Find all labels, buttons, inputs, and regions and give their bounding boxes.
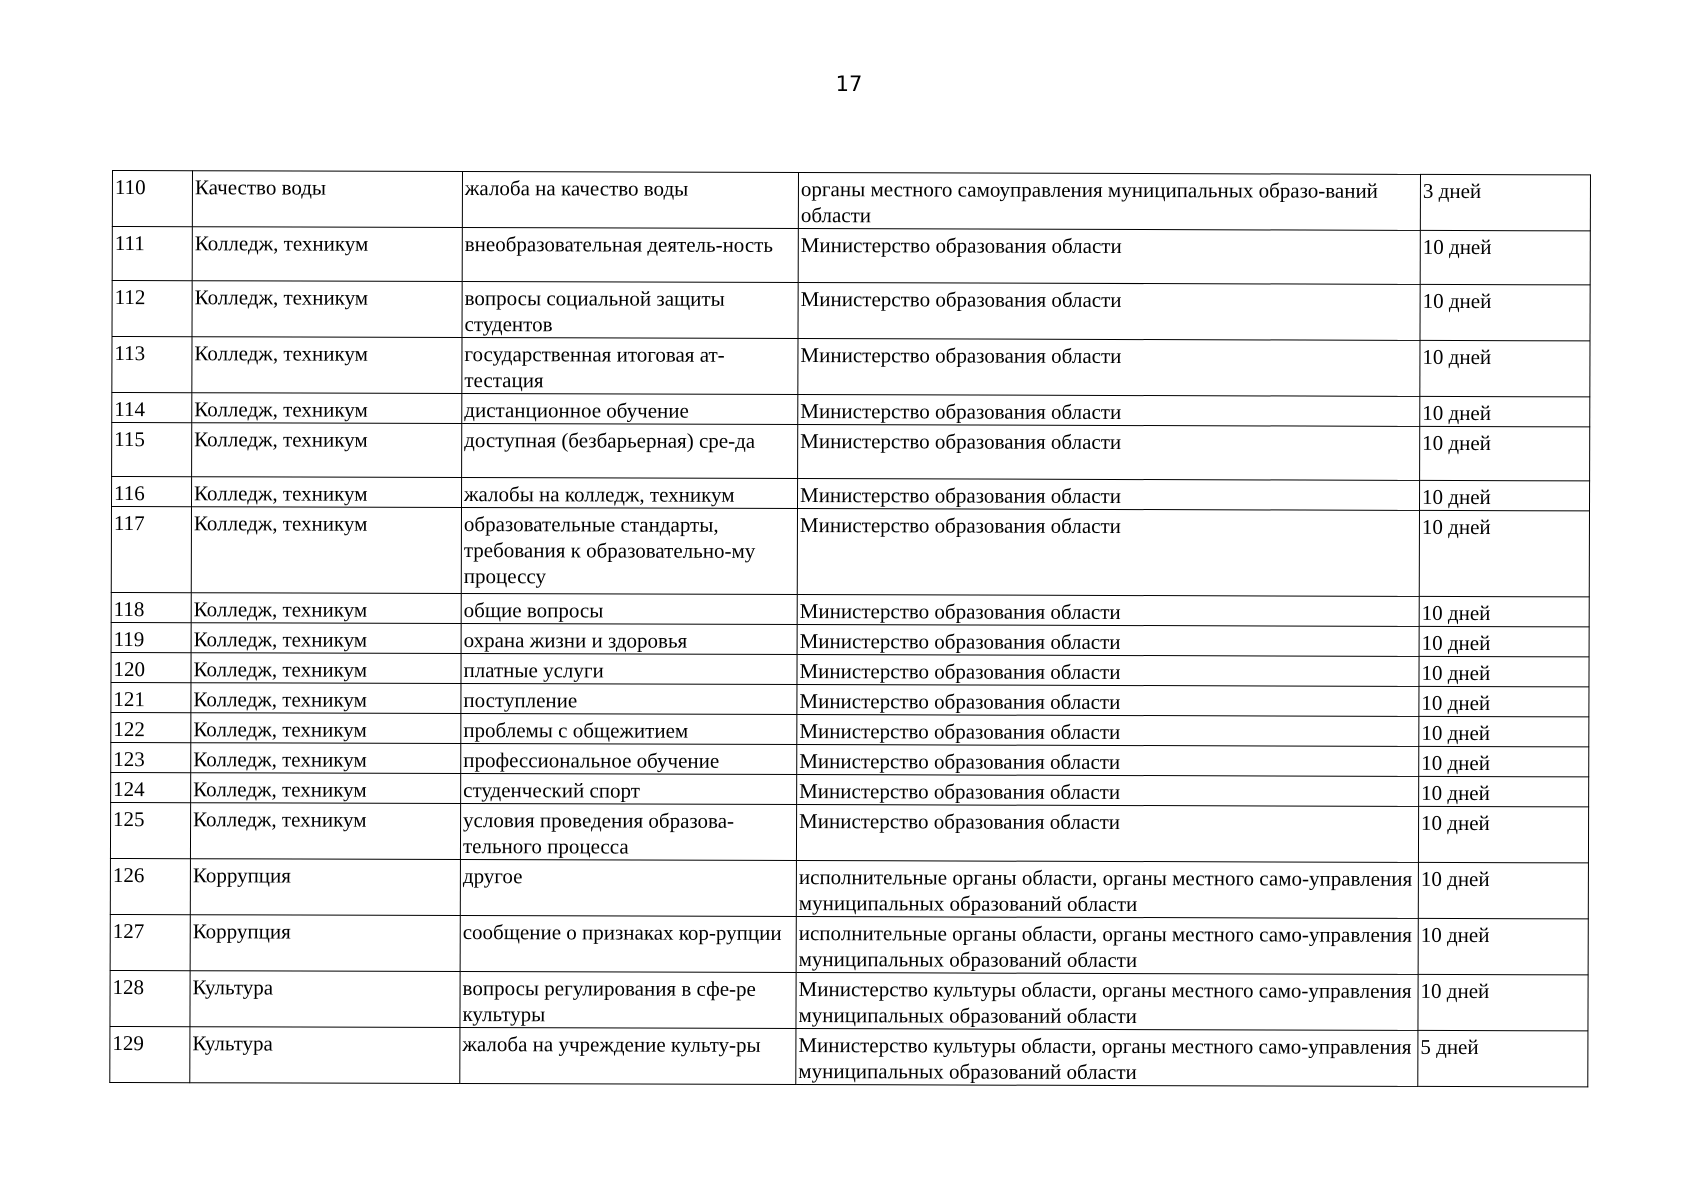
row-number: 119: [111, 622, 191, 652]
subtopic-cell: вопросы социальной защиты студентов: [462, 282, 798, 339]
table-row: [112, 393, 1590, 427]
responsible-organ-cell: Министерство образования области: [798, 339, 1420, 397]
term-cell: 10 дней: [1418, 806, 1588, 863]
regulation-table: [109, 170, 1591, 1087]
row-number: 113: [112, 337, 192, 393]
responsible-organ-cell: Министерство образования области: [797, 625, 1419, 657]
row-number: 123: [111, 742, 191, 772]
row-number: 116: [112, 477, 192, 507]
subtopic-cell: доступная (безбарьерная) сре-да: [462, 424, 798, 479]
row-number: 128: [110, 970, 190, 1026]
table-row: [111, 712, 1589, 746]
row-number: 120: [111, 652, 191, 682]
subtopic-cell: образовательные стандарты, требования к образовательно-му процессу: [461, 508, 797, 595]
subtopic-cell: жалобы на колледж, техникум: [462, 478, 798, 509]
table-row: [110, 1026, 1588, 1086]
term-cell: 5 дней: [1418, 1030, 1588, 1087]
subtopic-cell: внеобразовательная деятель-ность: [462, 228, 798, 283]
responsible-organ-cell: Министерство образования области: [796, 805, 1418, 863]
topic-cell: Колледж, техникум: [191, 713, 461, 744]
responsible-organ-cell: Министерство образования области: [797, 479, 1419, 511]
term-cell: 10 дней: [1420, 284, 1590, 341]
row-number: 115: [112, 423, 192, 477]
table-row: [111, 622, 1589, 656]
page-number: 17: [835, 72, 863, 96]
row-number: 121: [111, 682, 191, 712]
responsible-organ-cell: Министерство образования области: [797, 655, 1419, 687]
subtopic-cell: охрана жизни и здоровья: [461, 624, 797, 655]
responsible-organ-cell: исполнительные органы области, органы местного само-управления муниципальных образований области: [796, 861, 1418, 919]
subtopic-cell: платные услуги: [461, 654, 797, 685]
subtopic-cell: студенческий спорт: [461, 774, 797, 805]
topic-cell: Колледж, техникум: [191, 507, 461, 594]
responsible-organ-cell: Министерство образования области: [798, 395, 1420, 427]
table-row: [112, 281, 1590, 341]
responsible-organ-cell: Министерство образования области: [797, 685, 1419, 717]
term-cell: 10 дней: [1420, 426, 1590, 481]
row-number: 118: [111, 592, 191, 622]
topic-cell: Колледж, техникум: [192, 393, 462, 424]
term-cell: 10 дней: [1420, 230, 1590, 285]
subtopic-cell: государственная итоговая ат-тестация: [462, 338, 798, 395]
responsible-organ-cell: Министерство культуры области, органы местного само-управления муниципальных образований области: [796, 973, 1418, 1031]
topic-cell: Колледж, техникум: [191, 683, 461, 714]
topic-cell: Колледж, техникум: [192, 227, 462, 282]
table-row: [112, 477, 1590, 511]
topic-cell: Колледж, техникум: [191, 773, 461, 804]
subtopic-cell: дистанционное обучение: [462, 394, 798, 425]
term-cell: 3 дней: [1420, 174, 1590, 231]
table-row: [111, 682, 1589, 716]
table-row: [110, 802, 1588, 862]
subtopic-cell: поступление: [461, 684, 797, 715]
responsible-organ-cell: исполнительные органы области, органы местного само-управления муниципальных образований области: [796, 917, 1418, 975]
term-cell: 10 дней: [1419, 480, 1589, 511]
row-number: 110: [112, 171, 192, 227]
term-cell: 10 дней: [1419, 686, 1589, 717]
term-cell: 10 дней: [1418, 974, 1588, 1031]
term-cell: 10 дней: [1419, 596, 1589, 627]
row-number: 129: [110, 1026, 190, 1082]
responsible-organ-cell: Министерство образования области: [798, 283, 1420, 341]
term-cell: 10 дней: [1419, 716, 1589, 747]
term-cell: 10 дней: [1419, 776, 1589, 807]
row-number: 111: [112, 227, 192, 281]
row-number: 127: [110, 914, 190, 970]
responsible-organ-cell: органы местного самоуправления муниципальных образо-ваний области: [798, 173, 1420, 231]
table-row: [112, 227, 1590, 285]
term-cell: 10 дней: [1418, 862, 1588, 919]
row-number: 122: [111, 712, 191, 742]
subtopic-cell: профессиональное обучение: [461, 744, 797, 775]
subtopic-cell: общие вопросы: [461, 594, 797, 625]
topic-cell: Колледж, техникум: [192, 281, 462, 338]
responsible-organ-cell: Министерство образования области: [798, 425, 1420, 481]
table-row: [112, 423, 1590, 481]
responsible-organ-cell: Министерство образования области: [797, 595, 1419, 627]
topic-cell: Качество воды: [192, 171, 462, 228]
table-row: [111, 652, 1589, 686]
row-number: 112: [112, 281, 192, 337]
responsible-organ-cell: Министерство образования области: [797, 745, 1419, 777]
subtopic-cell: жалоба на качество воды: [462, 172, 798, 229]
table-row: [110, 858, 1588, 918]
row-number: 124: [111, 772, 191, 802]
topic-cell: Колледж, техникум: [192, 477, 462, 508]
subtopic-cell: условия проведения образова-тельного процесса: [460, 804, 796, 861]
subtopic-cell: проблемы с общежитием: [461, 714, 797, 745]
responsible-organ-cell: Министерство образования области: [797, 509, 1419, 597]
topic-cell: Коррупция: [190, 915, 460, 972]
topic-cell: Колледж, техникум: [190, 803, 460, 860]
table-row: [110, 970, 1588, 1030]
row-number: 114: [112, 393, 192, 423]
term-cell: 10 дней: [1419, 626, 1589, 657]
table-row: [112, 337, 1590, 397]
topic-cell: Культура: [190, 971, 460, 1028]
term-cell: 10 дней: [1419, 746, 1589, 777]
term-cell: 10 дней: [1419, 510, 1589, 597]
row-number: 117: [111, 507, 191, 593]
topic-cell: Колледж, техникум: [192, 337, 462, 394]
subtopic-cell: другое: [460, 860, 796, 917]
subtopic-cell: жалоба на учреждение культу-ры: [460, 1028, 796, 1085]
table-row: [110, 914, 1588, 974]
topic-cell: Колледж, техникум: [191, 593, 461, 624]
topic-cell: Колледж, техникум: [192, 423, 462, 478]
term-cell: 10 дней: [1420, 396, 1590, 427]
table-row: [111, 742, 1589, 776]
table-row: [112, 171, 1590, 231]
term-cell: 10 дней: [1420, 340, 1590, 397]
row-number: 126: [110, 858, 190, 914]
term-cell: 10 дней: [1418, 918, 1588, 975]
responsible-organ-cell: Министерство образования области: [797, 715, 1419, 747]
topic-cell: Коррупция: [190, 859, 460, 916]
responsible-organ-cell: Министерство культуры области, органы местного само-управления муниципальных образований области: [796, 1029, 1418, 1087]
subtopic-cell: вопросы регулирования в сфе-ре культуры: [460, 972, 796, 1029]
table-row: [111, 592, 1589, 626]
term-cell: 10 дней: [1419, 656, 1589, 687]
topic-cell: Колледж, техникум: [191, 623, 461, 654]
table-row: [111, 507, 1589, 597]
responsible-organ-cell: Министерство образования области: [798, 229, 1420, 285]
topic-cell: Колледж, техникум: [191, 653, 461, 684]
topic-cell: Колледж, техникум: [191, 743, 461, 774]
row-number: 125: [110, 802, 190, 858]
responsible-organ-cell: Министерство образования области: [797, 775, 1419, 807]
subtopic-cell: сообщение о признаках кор-рупции: [460, 916, 796, 973]
table-row: [111, 772, 1589, 806]
topic-cell: Культура: [190, 1027, 460, 1084]
